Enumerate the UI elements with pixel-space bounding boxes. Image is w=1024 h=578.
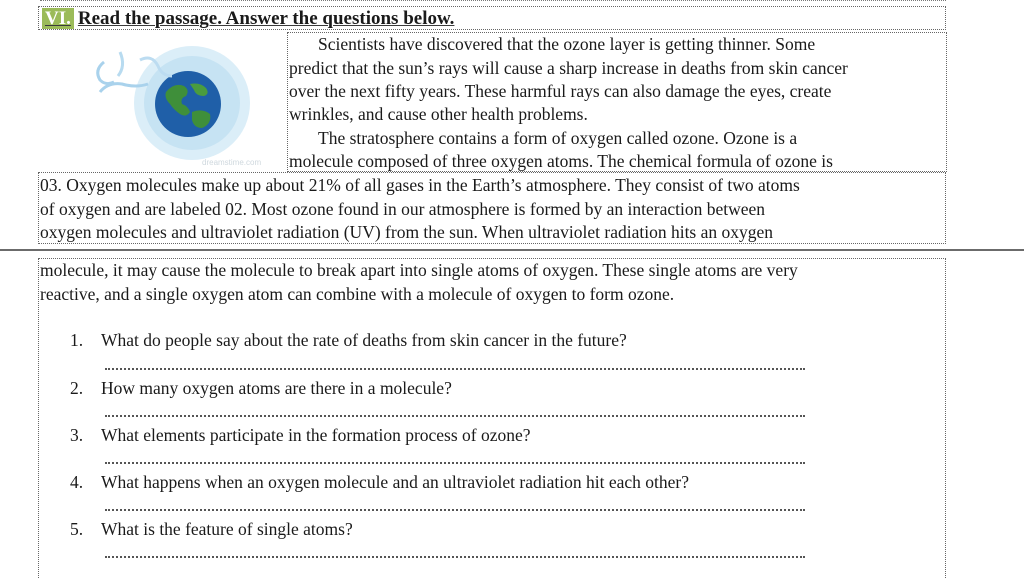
passage-line: wrinkles, and cause other health problems. xyxy=(289,104,588,124)
passage-line: over the next fifty years. These harmful rays can also damage the eyes, create xyxy=(289,81,832,101)
passage-line: molecule, it may cause the molecule to break apart into single atoms of oxygen. These single atoms are very xyxy=(40,260,798,280)
question-text: What is the feature of single atoms? xyxy=(101,519,353,539)
question-text: What elements participate in the formation process of ozone? xyxy=(101,425,531,445)
earth-illustration xyxy=(80,40,285,170)
passage-line: The stratosphere contains a form of oxygen called ozone. Ozone is a xyxy=(318,128,798,148)
question-number: 5. xyxy=(70,519,84,539)
question-text: How many oxygen atoms are there in a molecule? xyxy=(101,378,452,398)
question-text: What do people say about the rate of deaths from skin cancer in the future? xyxy=(101,330,627,350)
passage-line: reactive, and a single oxygen atom can combine with a molecule of oxygen to form ozone. xyxy=(40,284,675,304)
answer-line-2[interactable] xyxy=(105,415,805,417)
passage-line: molecule composed of three oxygen atoms. The chemical formula of ozone is xyxy=(289,151,833,171)
passage-line: Scientists have discovered that the ozone layer is getting thinner. Some xyxy=(318,34,816,54)
passage-line: 03. Oxygen molecules make up about 21% of all gases in the Earth’s atmosphere. They consist of two atoms xyxy=(40,175,800,195)
question-text: What happens when an oxygen molecule and an ultraviolet radiation hit each other? xyxy=(101,472,689,492)
frame-top-rule xyxy=(40,0,946,3)
question-number: 1. xyxy=(70,330,84,350)
answer-line-3[interactable] xyxy=(105,462,805,464)
answer-line-5[interactable] xyxy=(105,556,805,558)
exercise-instruction: Read the passage. Answer the questions below. xyxy=(77,8,455,29)
question-number: 4. xyxy=(70,472,84,492)
exercise-number: VI. xyxy=(42,8,74,29)
watermark-text: dreamstime.com xyxy=(202,158,262,167)
question-number: 3. xyxy=(70,425,84,445)
exercise-heading xyxy=(42,8,454,30)
passage-line: predict that the sun’s rays will cause a sharp increase in deaths from skin cancer xyxy=(289,58,848,78)
earth-globe-icon xyxy=(98,46,250,160)
passage-line: of oxygen and are labeled 02. Most ozone found in our atmosphere is formed by an interaction between xyxy=(40,199,766,219)
page-break-divider xyxy=(0,249,1024,251)
question-number: 2. xyxy=(70,378,84,398)
answer-line-1[interactable] xyxy=(105,368,805,370)
passage-line: oxygen molecules and ultraviolet radiation (UV) from the sun. When ultraviolet radiation hits an oxygen xyxy=(40,222,774,242)
answer-line-4[interactable] xyxy=(105,509,805,511)
